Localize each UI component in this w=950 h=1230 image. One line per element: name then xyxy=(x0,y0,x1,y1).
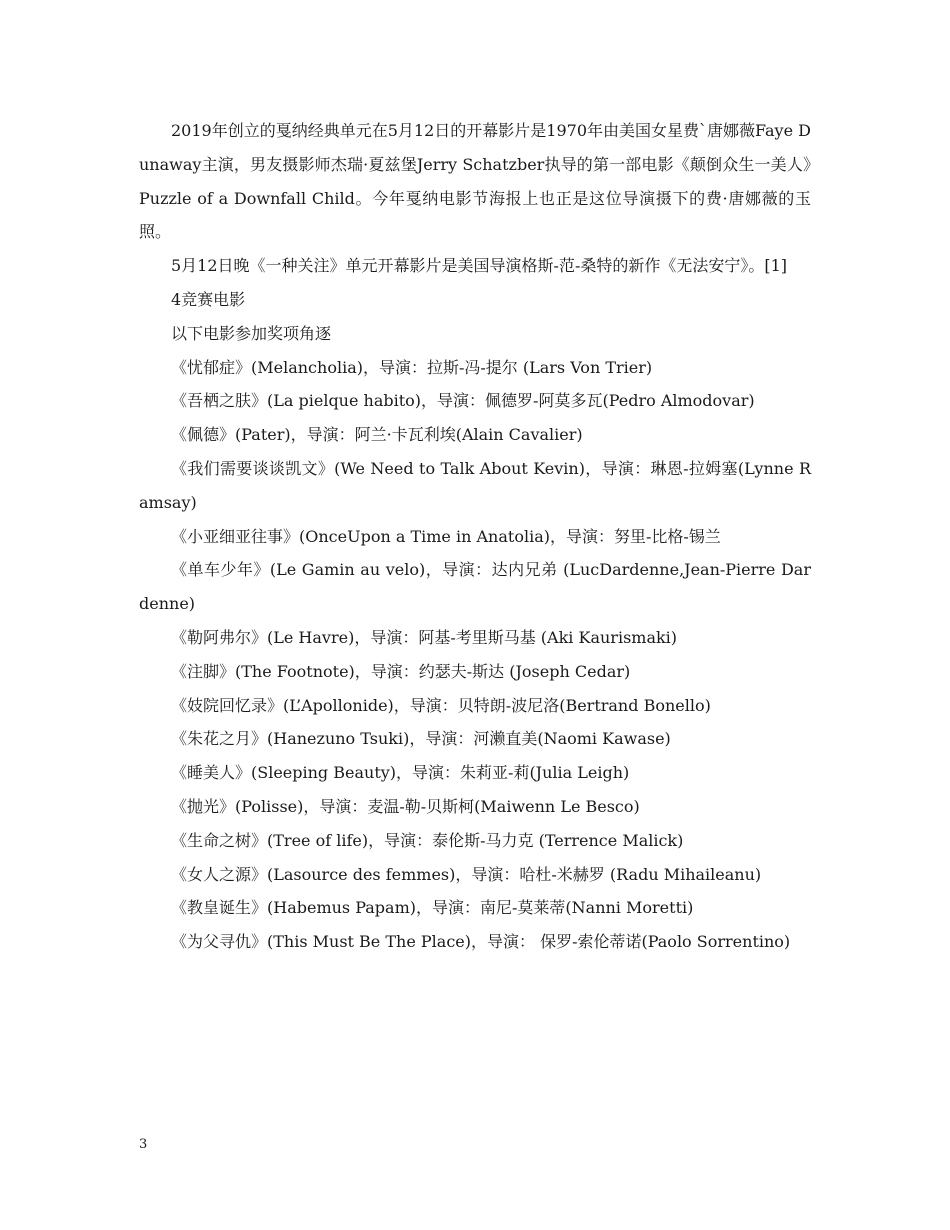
film-list-item: 《生命之树》(Tree of life)，导演：泰伦斯-马力克 (Terrence Malick) xyxy=(171,830,684,850)
document-body xyxy=(139,114,811,959)
film-list-item: 《女人之源》(Lasource des femmes)，导演：哈杜-米赫罗 (Radu Mihaileanu) xyxy=(171,864,762,884)
section-heading-competition: 4竞赛电影 xyxy=(171,289,246,309)
film-list-item: 《勒阿弗尔》(Le Havre)，导演：阿基-考里斯马基 (Aki Kaurismaki) xyxy=(171,627,678,647)
paragraph-cannes-classics: 2019年创立的戛纳经典单元在5月12日的开幕影片是1970年由美国女星费`唐娜薇Faye Dunaway主演，男友摄影师杰瑞·夏兹堡Jerry Schatzber执导的第一部电影《颠倒众生一美人》Puzzle of a Downfall Child。今年戛纳电影节海报上也正是这位导演摄下的费·唐娜薇的玉照。 xyxy=(139,121,811,242)
film-list-item: 《单车少年》(Le Gamin au velo)，导演：达内兄弟 (LucDardenne,Jean-Pierre Dardenne) xyxy=(139,560,811,614)
page-number: 3 xyxy=(139,1137,148,1152)
film-list-item: 《注脚》(The Footnote)，导演：约瑟夫-斯达 (Joseph Cedar) xyxy=(171,661,631,681)
film-list-item: 《睡美人》(Sleeping Beauty)，导演：朱莉亚-莉(Julia Leigh) xyxy=(171,763,630,783)
film-list-item: 《朱花之月》(Hanezuno Tsuki)，导演：河濑直美(Naomi Kawase) xyxy=(171,729,671,749)
film-list-item: 《教皇诞生》(Habemus Papam)，导演：南尼-莫莱蒂(Nanni Moretti) xyxy=(171,898,694,918)
film-list-item: 《妓院回忆录》(L’Apollonide)，导演：贝特朗-波尼洛(Bertrand Bonello) xyxy=(171,695,711,715)
film-list-item: 《吾栖之肤》(La pielque habito)，导演：佩德罗-阿莫多瓦(Pedro Almodovar) xyxy=(171,391,755,411)
film-list-item: 《小亚细亚往事》(OnceUpon a Time in Anatolia)，导演：努里-比格-锡兰 xyxy=(171,526,721,546)
film-list-item: 《我们需要谈谈凯文》(We Need to Talk About Kevin)，导演：琳恩-拉姆塞(Lynne Ramsay) xyxy=(139,458,811,512)
film-list-item: 《忧郁症》(Melancholia)，导演：拉斯-冯-提尔 (Lars Von Trier) xyxy=(171,357,653,377)
film-list-item: 《为父寻仇》(This Must Be The Place)，导演： 保罗-索伦蒂诺(Paolo Sorrentino) xyxy=(171,932,791,952)
film-list-item: 《佩德》(Pater)，导演：阿兰·卡瓦利埃(Alain Cavalier) xyxy=(171,425,583,445)
film-list-item: 《抛光》(Polisse)，导演：麦温-勒-贝斯柯(Maiwenn Le Besco) xyxy=(171,796,640,816)
paragraph-un-certain-regard: 5月12日晚《一种关注》单元开幕影片是美国导演格斯-范-桑特的新作《无法安宁》。[1] xyxy=(171,256,788,276)
paragraph-competition-intro: 以下电影参加奖项角逐 xyxy=(171,323,332,343)
